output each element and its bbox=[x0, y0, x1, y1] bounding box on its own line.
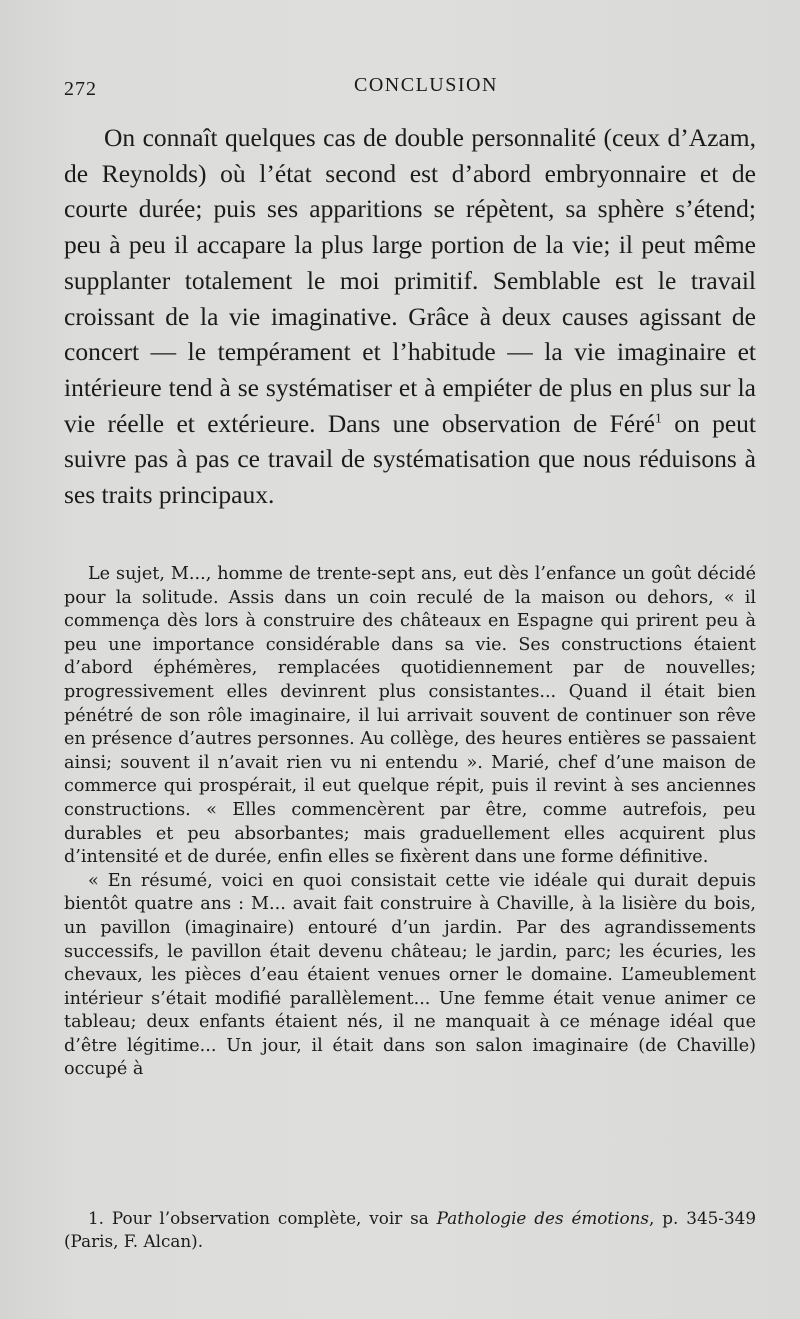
quote-paragraph-2: « En résumé, voici en quoi consistait cette vie idéale qui durait depuis bientôt quatre ans : M... avait fait construire à Chaville, à la lisière du bois, un pavillon (imaginaire) entouré d’un jardin. Par des agrandissements successifs, le pavillon était devenu château; le jardin, parc; les écuries, les chevaux, les pièces d’eau étaient venues orner le domaine. L’ameublement intérieur s’était modifié parallèlement... Une femme était venue animer ce tableau; deux enfants étaient nés, il ne manquait à ce ménage idéal que d’être légitime... Un jour, il était dans son salon imaginaire (de Chaville) occupé à bbox=[64, 870, 756, 1080]
quote-paragraph-1: Le sujet, M..., homme de trente-sept ans, eut dès l’enfance un goût décidé pour la solitude. Assis dans un coin reculé de la maison ou dehors, « il commença dès lors à construire des châteaux en Espagne qui prirent peu à peu une importance considérable dans sa vie. Ses constructions étaient d’abord éphémères, remplacées quotidiennement par de nouvelles; progressivement elles devinrent plus consistantes... Quand il était bien pénétré de son rôle imaginaire, il lui arrivait souvent de continuer son rêve en présence d’autres personnes. Au collège, des heures entières se passaient ainsi; souvent il n’avait rien vu ni entendu ». Marié, chef d’une maison de commerce qui prospérait, il eut quelque répit, puis il revint à ses anciennes constructions. « Elles commencèrent par être, comme autrefois, peu durables et peu absorbantes; mais graduellement elles acquirent plus d’intensité et de durée, enfin elles se fixèrent dans une forme définitive. bbox=[64, 564, 756, 868]
main-paragraph-text-2: on peut suivre pas à pas ce travail de systématisation que nous réduisons à ses traits principaux. bbox=[64, 408, 757, 510]
footnote-suffix: , p. 345-349 (Paris, F. Alcan). bbox=[64, 1208, 756, 1251]
main-paragraph-text-1: On connaît quelques cas de double personnalité (ceux d’Azam, de Reynolds) où l’état second est d’abord embryonnaire et de courte durée; puis ses apparitions se répètent, sa sphère s’étend; peu à peu il accapare la plus large portion de la vie; il peut même supplanter totalement le moi primitif. Semblable est le travail croissant de la vie imaginative. Grâce à deux causes agissant de concert — le tempérament et l’habitude — la vie imaginaire et intérieure tend à se systématiser et à empiéter de plus en plus sur la vie réelle et extérieure. Dans une observation de Féré bbox=[64, 123, 756, 438]
quoted-observation bbox=[64, 563, 756, 1082]
page-number: 272 bbox=[64, 78, 97, 100]
footnote bbox=[64, 1207, 756, 1253]
footnote-reference: 1 bbox=[654, 411, 662, 427]
footnote-book-title: Pathologie des émotions bbox=[436, 1208, 650, 1228]
footnote-prefix: 1. Pour l’observation complète, voir sa bbox=[88, 1208, 437, 1228]
main-paragraph bbox=[64, 120, 756, 513]
section-title: CONCLUSION bbox=[354, 74, 498, 96]
running-head bbox=[64, 74, 764, 104]
